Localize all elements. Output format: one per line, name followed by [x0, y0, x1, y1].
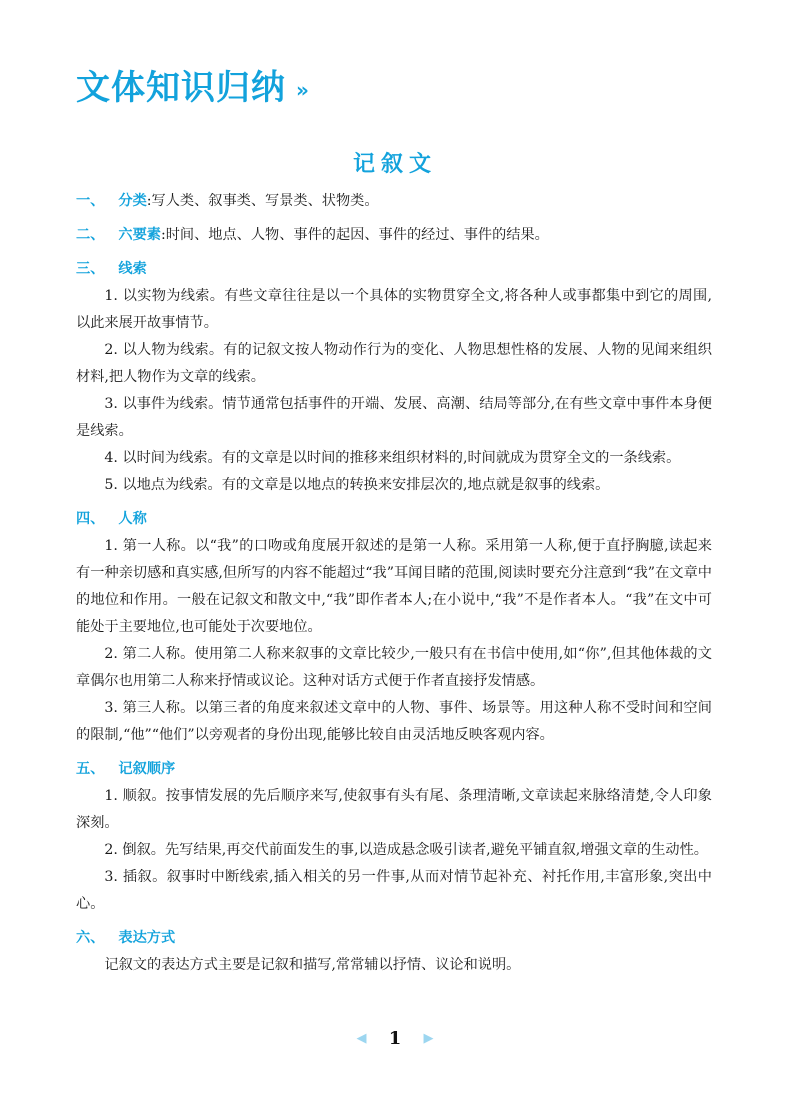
paragraph: 3. 插叙。叙事时中断线索,插入相关的另一件事,从而对情节起补充、衬托作用,丰富形象,突出中心。 — [76, 869, 712, 912]
section-heading — [76, 256, 712, 283]
section-title: 记叙文 — [352, 152, 437, 177]
section-number: 三、 — [76, 261, 105, 277]
section-heading — [76, 925, 712, 952]
paragraph: 1. 第一人称。以“我”的口吻或角度展开叙述的是第一人称。采用第一人称,便于直抒胸臆,读起来有一种亲切感和真实感,但所写的内容不能超过“我”耳闻目睹的范围,阅读时要充分注意到“我”在文章中的地位和作用。一般在记叙文和散文中,“我”即作者本人;在小说中,“我”不是作者本人。“我”在文中可能处于主要地位,也可能处于次要地位。 — [76, 538, 712, 635]
page-title-text: 文体知识归纳 — [76, 68, 286, 108]
section-block — [76, 756, 712, 918]
section-heading — [76, 756, 712, 783]
section-gap — [76, 749, 712, 756]
section-label: 人称 — [118, 511, 147, 527]
section-block — [76, 222, 712, 249]
paragraph: 5. 以地点为线索。有的文章是以地点的转换来安排层次的,地点就是叙事的线索。 — [104, 477, 610, 493]
section-block — [76, 506, 712, 749]
section-label: 六要素 — [118, 227, 161, 243]
paragraph: 1. 顺叙。按事情发展的先后顺序来写,使叙事有头有尾、条理清晰,文章读起来脉络清楚,令人印象深刻。 — [76, 788, 712, 831]
section-heading — [76, 506, 712, 533]
section-heading — [76, 188, 712, 215]
section-label: 线索 — [118, 261, 147, 277]
section-block — [76, 925, 712, 979]
double-chevron-icon: » — [296, 77, 306, 102]
section-number: 六、 — [76, 930, 105, 946]
section-gap — [76, 499, 712, 506]
paragraph: 2. 第二人称。使用第二人称来叙事的文章比较少,一般只有在书信中使用,如“你”,但其他体裁的文章偶尔也用第二人称来抒情或议论。这种对话方式便于作者直接抒发情感。 — [76, 646, 712, 689]
paragraph: 4. 以时间为线索。有的文章是以时间的推移来组织材料的,时间就成为贯穿全文的一条线索。 — [104, 450, 681, 466]
section-gap — [76, 215, 712, 222]
page-footer — [0, 1028, 790, 1049]
section-label: 分类 — [118, 193, 147, 209]
left-arrow-icon: ◀ — [356, 1031, 367, 1046]
section-label: 表达方式 — [118, 930, 176, 946]
section-block — [76, 188, 712, 215]
paragraph: 记叙文的表达方式主要是记叙和描写,常常辅以抒情、议论和说明。 — [104, 957, 521, 973]
section-number: 五、 — [76, 761, 105, 777]
section-inline-text: :写人类、叙事类、写景类、状物类。 — [146, 193, 379, 209]
page-number: 1 — [388, 1028, 402, 1049]
paragraph: 3. 第三人称。以第三者的角度来叙述文章中的人物、事件、场景等。用这种人称不受时间和空间的限制,“他”“他们”以旁观者的身份出现,能够比较自由灵活地反映客观内容。 — [76, 700, 712, 743]
paragraph: 3. 以事件为线索。情节通常包括事件的开端、发展、高潮、结局等部分,在有些文章中事件本身便是线索。 — [76, 396, 712, 439]
section-number: 一、 — [76, 193, 105, 209]
paragraph: 1. 以实物为线索。有些文章往往是以一个具体的实物贯穿全文,将各种人或事都集中到它的周围,以此来展开故事情节。 — [76, 288, 712, 331]
paragraph: 2. 倒叙。先写结果,再交代前面发生的事,以造成悬念吸引读者,避免平铺直叙,增强文章的生动性。 — [104, 842, 708, 858]
right-arrow-icon: ▶ — [423, 1031, 434, 1046]
section-gap — [76, 918, 712, 925]
section-number: 二、 — [76, 227, 105, 243]
section-label: 记叙顺序 — [118, 761, 176, 777]
section-block — [76, 256, 712, 499]
section-heading — [76, 222, 712, 249]
section-number: 四、 — [76, 511, 105, 527]
paragraph: 2. 以人物为线索。有的记叙文按人物动作行为的变化、人物思想性格的发展、人物的见闻来组织材料,把人物作为文章的线索。 — [76, 342, 712, 385]
section-inline-text: :时间、地点、人物、事件的起因、事件的经过、事件的结果。 — [160, 227, 549, 243]
page-title — [76, 60, 306, 109]
document-body — [76, 188, 712, 979]
section-gap — [76, 249, 712, 256]
